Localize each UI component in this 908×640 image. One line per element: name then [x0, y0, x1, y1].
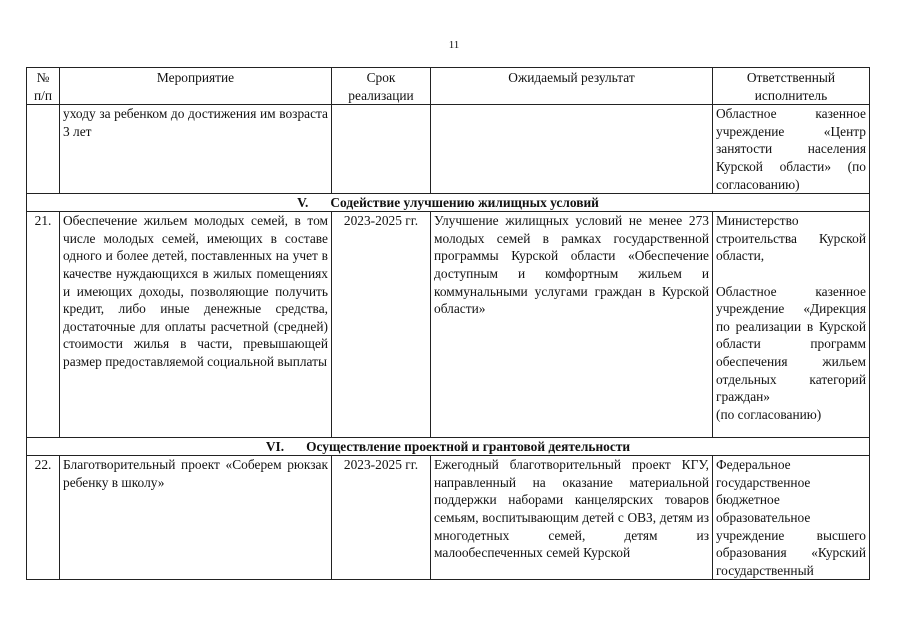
responsible-ministry: Министерство строительства Курской области, — [716, 213, 866, 264]
header-responsible: Ответственный исполнитель — [713, 68, 870, 105]
header-num: № п/п — [27, 68, 60, 105]
cell-result: Ежегодный благотворительный проект КГУ, направленный на оказание материальной поддержки наборами канцелярских товаров семьям, воспитывающим детей с ОВЗ, детям из многодетных семей, детям из малообеспеченных семей Курской — [431, 456, 713, 580]
header-result: Ожидаемый результат — [431, 68, 713, 105]
section-header-v — [27, 194, 870, 212]
cell-result — [431, 105, 713, 194]
header-term: Срок реализации — [332, 68, 431, 105]
cell-num: 21. — [27, 212, 60, 438]
table-row-22 — [27, 456, 870, 580]
responsible-note: (по согласованию) — [716, 406, 822, 422]
cell-activity: уходу за ребенком до достижения им возраста 3 лет — [60, 105, 332, 194]
cell-term: 2023-2025 гг. — [332, 456, 431, 580]
page-number: 11 — [448, 39, 460, 51]
section-title: Содействие улучшению жилищных условий — [330, 195, 599, 211]
table-row-continued — [27, 105, 870, 194]
header-activity: Мероприятие — [60, 68, 332, 105]
cell-responsible — [713, 212, 870, 438]
cell-result: Улучшение жилищных условий не менее 273 молодых семей в рамках государственной программы Курской области «Обеспечение доступным и комфортным жильем и коммунальными услугами граждан в Курской области» — [431, 212, 713, 438]
cell-activity: Обеспечение жильем молодых семей, в том числе молодых семей, имеющих в составе одного и более детей, поставленных на учет в качестве нуждающихся в жилых помещениях и имеющих доходы, позволяющие получить кредит, либо иные денежные средства, достаточные для оплаты расчетной (средней) стоимости жилья в части, превышающей размер предоставляемой социальной выплаты — [60, 212, 332, 438]
cell-num: 22. — [27, 456, 60, 580]
cell-responsible: Областное казенное учреждение «Центр занятости населения Курской области» (по согласованию) — [713, 105, 870, 194]
cell-term: 2023-2025 гг. — [332, 212, 431, 438]
section-title-cell — [27, 194, 870, 212]
cell-term — [332, 105, 431, 194]
section-title: Осуществление проектной и грантовой деятельности — [306, 439, 631, 455]
table-header-row — [27, 68, 870, 105]
cell-responsible: Федеральное государственное бюджетное образовательное учреждение высшего образования «Курский государственный — [713, 456, 870, 580]
section-roman: V. — [297, 195, 309, 211]
activity-table — [26, 67, 870, 580]
section-title-cell — [27, 438, 870, 456]
cell-num — [27, 105, 60, 194]
section-roman: VI. — [265, 439, 285, 455]
cell-activity: Благотворительный проект «Соберем рюкзак ребенку в школу» — [60, 456, 332, 580]
responsible-agency: Областное казенное учреждение «Дирекция по реализации в Курской области программ обеспечения жильем отдельных категорий граждан» — [716, 283, 866, 405]
table-row-21 — [27, 212, 870, 438]
section-header-vi — [27, 438, 870, 456]
